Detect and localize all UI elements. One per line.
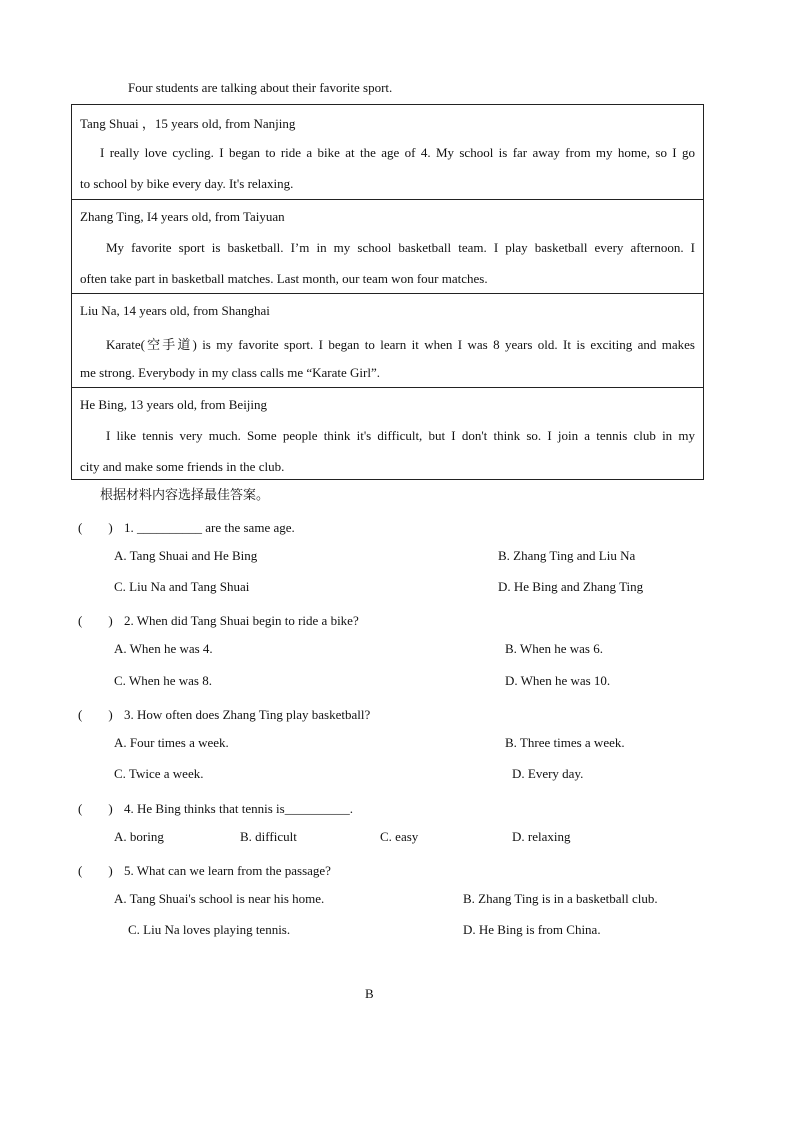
question-4 [78,798,353,817]
passage-tang-shuai [72,105,703,199]
passages-box [71,104,704,480]
passage-line: Karate(空手道) is my favorite sport. I began to learn it when I was 8 years old. It is exciting and makes [106,337,695,352]
passage-line: My favorite sport is basketball. I’m in my school basketball team. I play basketball every afternoon. I [106,240,695,255]
answer-blank[interactable]: ( ) [78,520,113,535]
passage-header: He Bing, 13 years old, from Beijing [80,397,268,412]
question-stem: 4. He Bing thinks that tennis is__________. [124,801,353,816]
answer-blank[interactable]: ( ) [78,707,113,722]
passage-line: I really love cycling. I began to ride a bike at the age of 4. My school is far away from my home, so I go [100,145,695,160]
passage-line: often take part in basketball matches. Last month, our team won four matches. [80,271,488,286]
option-b: B. difficult [240,829,297,844]
question-3 [78,704,370,723]
option-c: C. Twice a week. [114,766,204,781]
question-stem: 3. How often does Zhang Ting play basketball? [124,707,371,722]
passage-line: to school by bike every day. It's relaxing. [80,176,294,191]
answer-blank[interactable]: ( ) [78,613,113,628]
instruction-text: 根据材料内容选择最佳答案。 [100,487,270,502]
option-b: B. Three times a week. [505,735,625,750]
passage-he-bing [72,387,703,480]
question-stem: 5. What can we learn from the passage? [124,863,331,878]
passage-liu-na [72,293,703,388]
question-5 [78,860,331,879]
passage-line: I like tennis very much. Some people think it's difficult, but I don't think so. I join a tennis club in my [106,428,695,443]
option-c: C. Liu Na loves playing tennis. [128,922,291,937]
option-d: D. He Bing and Zhang Ting [498,579,644,594]
section-label: B [365,986,374,1001]
option-b: B. When he was 6. [505,641,603,656]
passage-zhang-ting [72,199,703,294]
passage-header: Liu Na, 14 years old, from Shanghai [80,303,270,318]
option-d: D. Every day. [512,766,584,781]
option-b: B. Zhang Ting and Liu Na [498,548,636,563]
question-2 [78,610,359,629]
question-1 [78,517,295,536]
question-stem: 1. __________ are the same age. [124,520,295,535]
option-a: A. Tang Shuai's school is near his home. [114,891,325,906]
option-b: B. Zhang Ting is in a basketball club. [463,891,658,906]
option-a: A. Four times a week. [114,735,229,750]
answer-blank[interactable]: ( ) [78,863,113,878]
passage-header: Tang Shuai ，15 years old, from Nanjing [80,116,296,131]
question-stem: 2. When did Tang Shuai begin to ride a bike? [124,613,359,628]
option-c: C. When he was 8. [114,673,212,688]
answer-blank[interactable]: ( ) [78,801,113,816]
option-a: A. When he was 4. [114,641,213,656]
option-d: D. He Bing is from China. [463,922,601,937]
option-d: D. When he was 10. [505,673,611,688]
passage-line: city and make some friends in the club. [80,459,285,474]
passage-line: me strong. Everybody in my class calls me “Karate Girl”. [80,365,380,380]
option-c: C. easy [380,829,419,844]
option-a: A. boring [114,829,164,844]
intro-text: Four students are talking about their favorite sport. [128,80,393,95]
option-a: A. Tang Shuai and He Bing [114,548,258,563]
option-c: C. Liu Na and Tang Shuai [114,579,250,594]
passage-header: Zhang Ting, I4 years old, from Taiyuan [80,209,285,224]
option-d: D. relaxing [512,829,571,844]
